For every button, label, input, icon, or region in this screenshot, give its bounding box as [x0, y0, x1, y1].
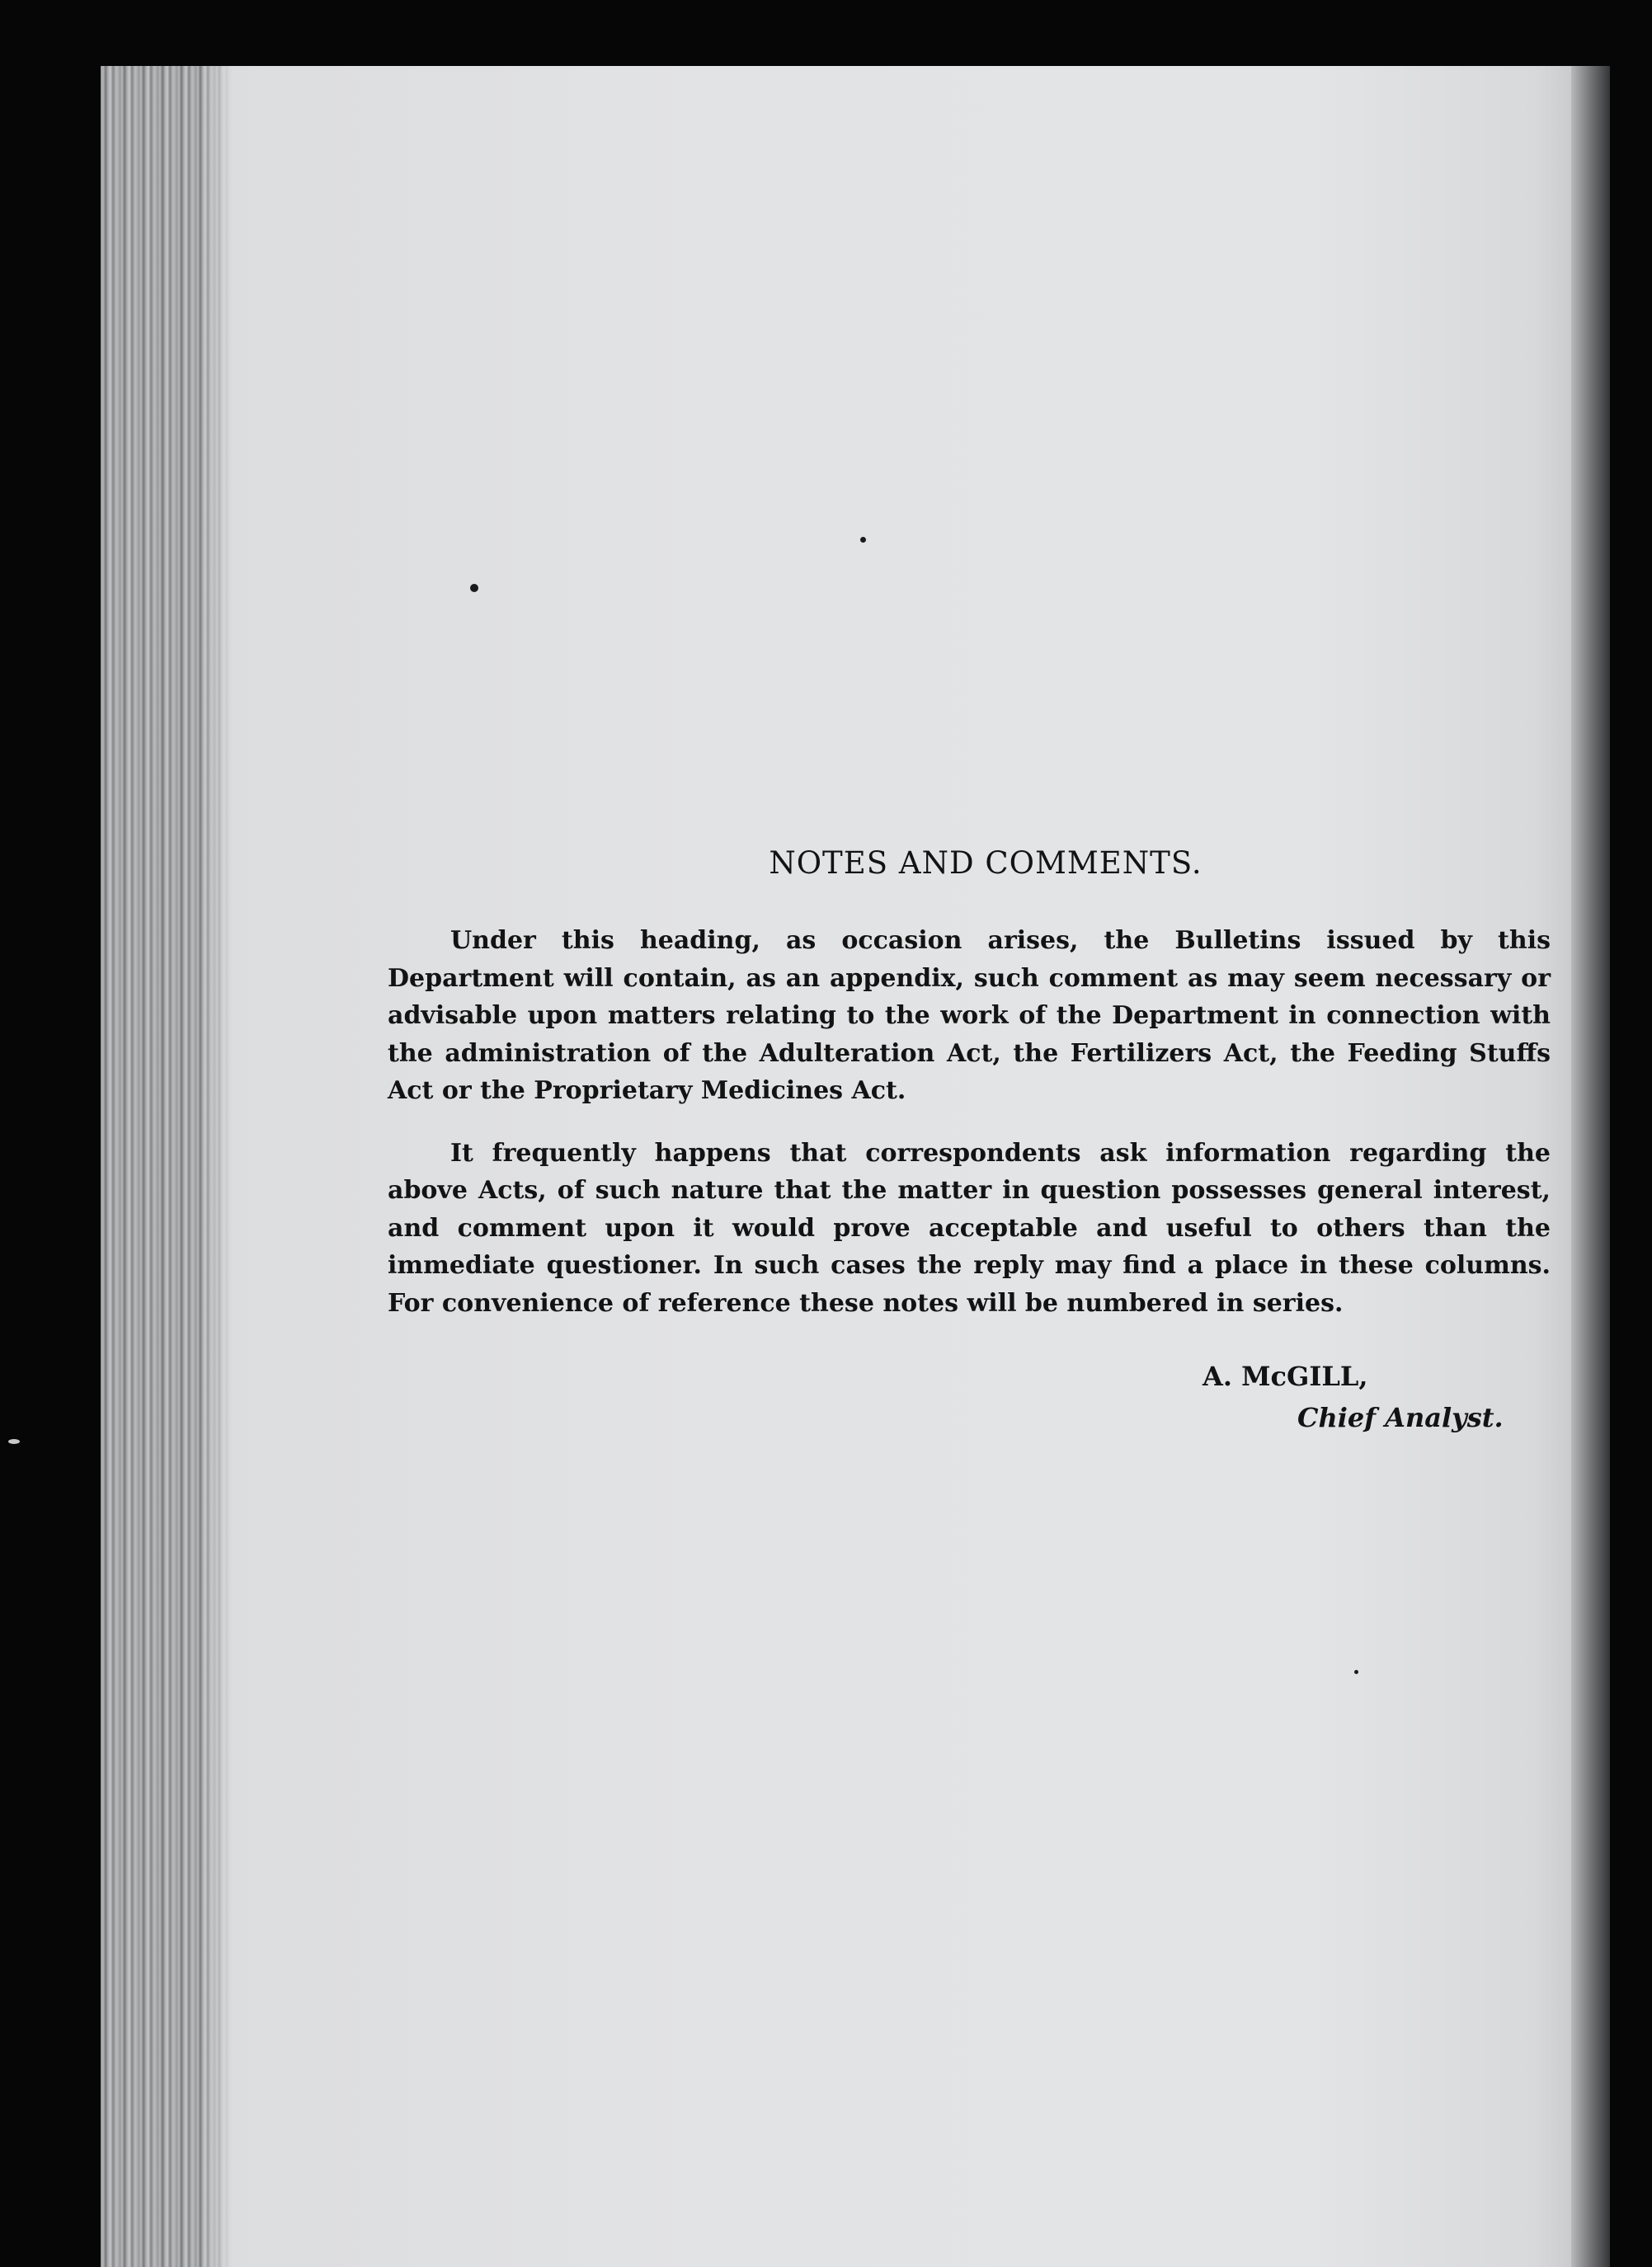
dust-speck: [860, 537, 866, 543]
paragraph-intro: Under this heading, as occasion arises, the Bulletins issued by this Department will contain, as an appendix, such comment as may seem necessary or advisable upon matters relating to the work of the Department in connection with the administration of the Adulteration Act, the Fertilizers Act, the Feeding Stuffs Act or the Proprietary Medicines Act.: [388, 926, 1551, 1105]
dust-speck: [1354, 1670, 1358, 1674]
signature-name: A. McGILL,: [1203, 1361, 1368, 1392]
paragraph-correspondence: It frequently happens that correspondents ask information regarding the above Acts, of such nature that the matter in question possesses general interest, and comment upon it would prove acceptable and useful to others than the immediate questioner. In such cases the reply may find a place in these columns. For convenience of reference these notes will be numbered in series.: [388, 1138, 1551, 1318]
page-title: NOTES AND COMMENTS.: [769, 845, 1203, 881]
dust-speck: [8, 1439, 20, 1444]
page-binding-edge: [101, 66, 233, 2267]
dust-speck: [470, 584, 478, 592]
document-body: [388, 845, 1551, 1347]
page-right-shadow: [1571, 66, 1610, 2267]
signature-title: Chief Analyst.: [1297, 1402, 1504, 1433]
